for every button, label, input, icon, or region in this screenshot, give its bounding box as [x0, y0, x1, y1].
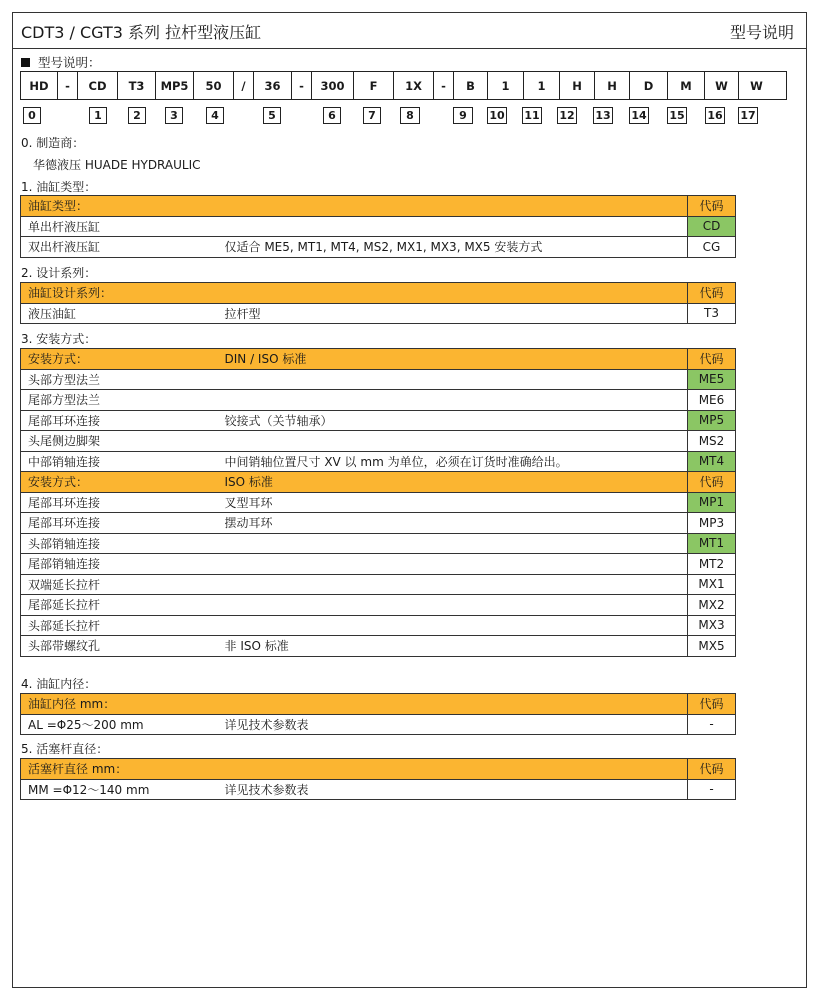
row-description: [218, 390, 688, 411]
row-code: MX5: [688, 636, 736, 657]
row-description: 叉型耳环: [218, 492, 688, 513]
table-row: [21, 451, 736, 472]
row-code: MT1: [688, 533, 736, 554]
row-description: [218, 431, 688, 452]
table-row: [21, 636, 736, 657]
row-description: [218, 554, 688, 575]
page-header: [13, 13, 806, 49]
section-label: 型号说明: [729, 23, 794, 42]
table-row: [21, 237, 736, 258]
model-code-strip: [20, 71, 787, 100]
model-code-cell: 36: [254, 72, 292, 99]
row-code: MP1: [688, 492, 736, 513]
table-row: [21, 369, 736, 390]
row-code: 代码: [688, 759, 736, 780]
row-name: 头部延长拉杆: [21, 615, 218, 636]
model-code-cell: -: [58, 72, 78, 99]
section-1-title: 1. 油缸类型：: [21, 180, 97, 194]
table-row: [21, 714, 736, 735]
position-number: 9: [453, 107, 473, 124]
table-row: [21, 303, 736, 324]
row-description: [218, 759, 688, 780]
table-row: [21, 574, 736, 595]
position-number: 12: [557, 107, 577, 124]
position-number: 3: [165, 107, 183, 124]
row-code: MS2: [688, 431, 736, 452]
model-code-cell: CD: [78, 72, 118, 99]
row-name: 头部方型法兰: [21, 369, 218, 390]
manufacturer-text: 华德液压 HUADE HYDRAULIC: [33, 158, 201, 172]
row-code: MT4: [688, 451, 736, 472]
model-code-cell: 1: [524, 72, 560, 99]
row-name: 尾部销轴连接: [21, 554, 218, 575]
position-number: 17: [738, 107, 758, 124]
page-frame: [12, 12, 807, 988]
mounting-table: [20, 348, 736, 657]
table-header-row: [21, 349, 736, 370]
row-name: 安装方式：: [21, 472, 218, 493]
model-code-cell: 1X: [394, 72, 434, 99]
table-row: [21, 431, 736, 452]
table-row: [21, 595, 736, 616]
row-description: [218, 369, 688, 390]
model-code-cell: HD: [21, 72, 58, 99]
row-code: MP5: [688, 410, 736, 431]
row-code: MX2: [688, 595, 736, 616]
model-code-cell: H: [560, 72, 595, 99]
position-number: 6: [323, 107, 341, 124]
position-number: 5: [263, 107, 281, 124]
position-number: 13: [593, 107, 613, 124]
page-title: CDT3 / CGT3 系列 拉杆型液压缸: [21, 23, 262, 42]
row-description: 详见技术参数表: [218, 779, 688, 800]
row-description: DIN / ISO 标准: [218, 349, 688, 370]
cylinder-type-table: [20, 195, 736, 258]
row-description: [218, 196, 688, 217]
row-description: ISO 标准: [218, 472, 688, 493]
row-code: MX3: [688, 615, 736, 636]
position-number: 1: [89, 107, 107, 124]
section-3-title: 3. 安装方式：: [21, 332, 97, 346]
position-number: 0: [23, 107, 41, 124]
row-name: 活塞杆直径 mm：: [21, 759, 218, 780]
row-name: 头部带螺纹孔: [21, 636, 218, 657]
row-name: 液压油缸: [21, 303, 218, 324]
row-description: 中间销轴位置尺寸 XV 以 mm 为单位，必须在订货时准确给出。: [218, 451, 688, 472]
row-description: 摆动耳环: [218, 513, 688, 534]
table-header-row: [21, 196, 736, 217]
model-code-cell: B: [454, 72, 488, 99]
model-code-cell: W: [750, 78, 763, 93]
model-code-cell: H: [595, 72, 630, 99]
table-header-row: [21, 694, 736, 715]
row-name: 油缸内径 mm：: [21, 694, 218, 715]
row-code: MX1: [688, 574, 736, 595]
table-row: [21, 615, 736, 636]
row-description: 非 ISO 标准: [218, 636, 688, 657]
row-code: MP3: [688, 513, 736, 534]
position-number: 15: [667, 107, 687, 124]
model-code-cell: W: [705, 72, 739, 99]
row-description: [218, 694, 688, 715]
table-header-row: [21, 759, 736, 780]
row-code: MT2: [688, 554, 736, 575]
table-row: [21, 533, 736, 554]
row-description: [218, 574, 688, 595]
row-name: 头尾侧边脚架: [21, 431, 218, 452]
table-row: [21, 410, 736, 431]
row-name: 双出杆液压缸: [21, 237, 218, 258]
row-name: 双端延长拉杆: [21, 574, 218, 595]
row-code: CD: [688, 216, 736, 237]
row-description: 仅适合 ME5, MT1, MT4, MS2, MX1, MX3, MX5 安装方式: [218, 237, 688, 258]
row-name: MM =Φ12～140 mm: [21, 779, 218, 800]
row-name: 尾部延长拉杆: [21, 595, 218, 616]
row-name: AL =Φ25～200 mm: [21, 714, 218, 735]
row-code: T3: [688, 303, 736, 324]
row-code: 代码: [688, 694, 736, 715]
model-code-cell: -: [434, 72, 454, 99]
row-description: [218, 533, 688, 554]
row-code: -: [688, 779, 736, 800]
design-series-table: [20, 282, 736, 324]
row-name: 安装方式：: [21, 349, 218, 370]
model-code-cell: 1: [488, 72, 524, 99]
table-row: [21, 390, 736, 411]
model-subheading: [21, 53, 101, 71]
row-code: -: [688, 714, 736, 735]
position-number: 16: [705, 107, 725, 124]
row-code: 代码: [688, 349, 736, 370]
row-code: CG: [688, 237, 736, 258]
row-name: 头部销轴连接: [21, 533, 218, 554]
row-code: 代码: [688, 283, 736, 304]
model-code-cell: T3: [118, 72, 156, 99]
model-code-cell: /: [234, 72, 254, 99]
row-code: ME5: [688, 369, 736, 390]
row-code: 代码: [688, 196, 736, 217]
position-number: 14: [629, 107, 649, 124]
model-code-cell: 300: [312, 72, 354, 99]
model-subheading-text: 型号说明：: [38, 55, 101, 70]
row-description: [218, 283, 688, 304]
row-description: 拉杆型: [218, 303, 688, 324]
position-number: 4: [206, 107, 224, 124]
model-code-cell: M: [668, 72, 705, 99]
row-name: 油缸设计系列：: [21, 283, 218, 304]
section-0-title: 0. 制造商：: [21, 136, 85, 150]
row-description: [218, 216, 688, 237]
model-code-cell: F: [354, 72, 394, 99]
table-header-row: [21, 283, 736, 304]
row-code: 代码: [688, 472, 736, 493]
row-description: 详见技术参数表: [218, 714, 688, 735]
section-5-title: 5. 活塞杆直径：: [21, 742, 109, 756]
row-name: 尾部方型法兰: [21, 390, 218, 411]
row-name: 中部销轴连接: [21, 451, 218, 472]
row-name: 尾部耳环连接: [21, 410, 218, 431]
row-code: ME6: [688, 390, 736, 411]
table-row: [21, 216, 736, 237]
row-name: 单出杆液压缸: [21, 216, 218, 237]
model-code-cell: 50: [194, 72, 234, 99]
position-number: 11: [522, 107, 542, 124]
position-number: 2: [128, 107, 146, 124]
section-2-title: 2. 设计系列：: [21, 266, 97, 280]
row-name: 尾部耳环连接: [21, 492, 218, 513]
row-name: 油缸类型：: [21, 196, 218, 217]
square-bullet-icon: [21, 58, 30, 67]
row-description: 铰接式（关节轴承）: [218, 410, 688, 431]
position-number: 8: [400, 107, 420, 124]
model-code-cell: MP5: [156, 72, 194, 99]
row-description: [218, 615, 688, 636]
table-row: [21, 492, 736, 513]
table-row: [21, 513, 736, 534]
position-number: 7: [363, 107, 381, 124]
table-header-row: [21, 472, 736, 493]
row-name: 尾部耳环连接: [21, 513, 218, 534]
bore-table: [20, 693, 736, 735]
position-number: 10: [487, 107, 507, 124]
table-row: [21, 554, 736, 575]
table-row: [21, 779, 736, 800]
model-code-cell: D: [630, 72, 668, 99]
rod-diameter-table: [20, 758, 736, 800]
row-description: [218, 595, 688, 616]
model-code-cell: -: [292, 72, 312, 99]
section-4-title: 4. 油缸内径：: [21, 677, 97, 691]
